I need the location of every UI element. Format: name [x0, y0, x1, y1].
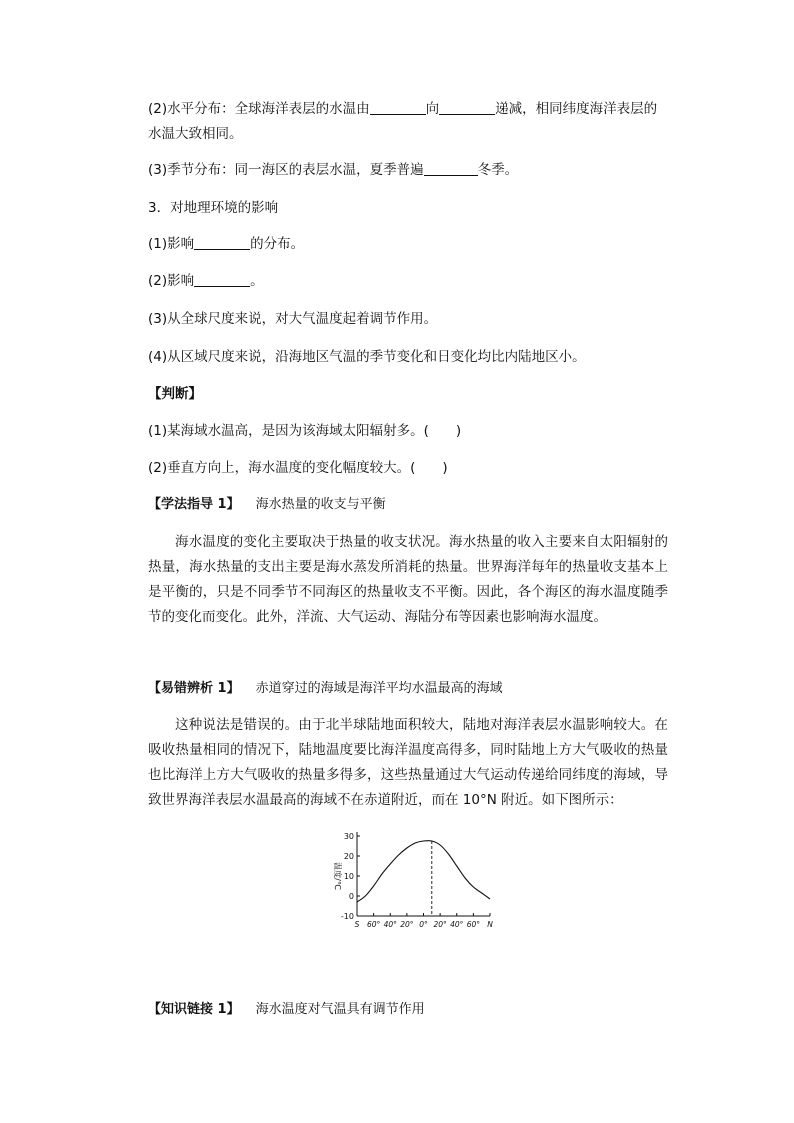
mistake-body: 这种说法是错误的。由于北半球陆地面积较大，陆地对海洋表层水温影响较大。在吸收热量相同的情况下，陆地温度要比海洋温度高得多，同时陆地上方大气吸收的热量也比海洋上方大气吸收的热量多得多，这些热量通过大气运动传递给同纬度的海域，导致世界海洋表层水温最高的海域不在赤道附近，而在 10°N 附近。如下图所示：	[148, 717, 668, 808]
text: 。	[250, 273, 264, 289]
horizontal-distribution-line-1	[148, 99, 657, 119]
text: 的分布。	[250, 236, 305, 252]
link-section-title	[148, 1000, 425, 1020]
x-tick-label: 0°	[419, 920, 428, 929]
x-tick-label: 20°	[433, 920, 447, 929]
mistake-section-title	[148, 679, 503, 699]
guide-section-title	[148, 495, 386, 515]
mistake-topic: 赤道穿过的海域是海洋平均水温最高的海域	[255, 681, 503, 696]
text: (1)影响	[148, 236, 195, 252]
influence-heading: 3．对地理环境的影响	[148, 200, 279, 216]
x-tick-label: S	[354, 920, 360, 929]
link-tag: 【知识链接 1】	[148, 1002, 240, 1017]
y-tick-label: 30	[343, 832, 354, 841]
y-tick-label: 10	[343, 872, 354, 881]
guide-body: 海水温度的变化主要取决于热量的收支状况。海水热量的收入主要来自太阳辐射的热量，海水热量的支出主要是海水蒸发所消耗的热量。世界海洋每年的热量收支基本上是平衡的，只是不同季节不同海区的热量收支不平衡。因此，各个海区的海水温度随季节的变化而变化。此外，洋流、大气运动、海陆分布等因素也影响海水温度。	[148, 534, 668, 625]
mistake-tag: 【易错辨析 1】	[148, 681, 240, 696]
judge-heading: 【判断】	[148, 386, 202, 402]
fill-blank[interactable]	[194, 272, 250, 287]
link-topic: 海水温度对气温具有调节作用	[255, 1002, 425, 1017]
text: 向	[425, 101, 440, 117]
y-tick-label: 0	[348, 892, 354, 901]
influence-item-2	[148, 271, 264, 291]
text: (3)季节分布：同一海区的表层水温，夏季普遍	[148, 162, 424, 178]
influence-item-4: (4)从区域尺度来说，沿海地区气温的季节变化和日变化均比内陆地区小。	[148, 349, 586, 365]
fill-blank[interactable]	[439, 100, 495, 115]
seasonal-distribution-line	[148, 160, 518, 180]
x-tick-label: 60°	[366, 920, 381, 929]
sea-temperature-chart	[325, 828, 500, 940]
judge-question-2: (2)垂直方向上，海水温度的变化幅度较大。( )	[148, 460, 448, 476]
y-axis-label: 温度/℃	[333, 862, 342, 890]
x-tick-label: 40°	[450, 920, 464, 929]
x-tick-label: N	[487, 920, 493, 929]
guide-topic: 海水热量的收支与平衡	[255, 497, 386, 512]
horizontal-distribution-line-2: 水温大致相同。	[148, 126, 243, 142]
x-tick-label: 40°	[383, 920, 397, 929]
y-tick-label: -10	[340, 912, 354, 921]
fill-blank[interactable]	[370, 100, 426, 115]
influence-item-1	[148, 234, 304, 254]
influence-item-3: (3)从全球尺度来说，对大气温度起着调节作用。	[148, 311, 438, 327]
temperature-curve	[357, 841, 490, 902]
y-tick-label: 20	[343, 852, 354, 861]
text: (2)水平分布：全球海洋表层的水温由	[148, 101, 370, 117]
fill-blank[interactable]	[194, 235, 250, 250]
x-tick-label: 20°	[400, 920, 414, 929]
x-tick-label: 60°	[466, 920, 481, 929]
text: (2)影响	[148, 273, 195, 289]
text: 递减，相同纬度海洋表层的	[495, 101, 658, 117]
fill-blank[interactable]	[424, 161, 478, 176]
text: 冬季。	[477, 162, 519, 178]
judge-question-1: (1)某海域水温高，是因为该海域太阳辐射多。( )	[148, 423, 462, 439]
guide-tag: 【学法指导 1】	[148, 497, 240, 512]
